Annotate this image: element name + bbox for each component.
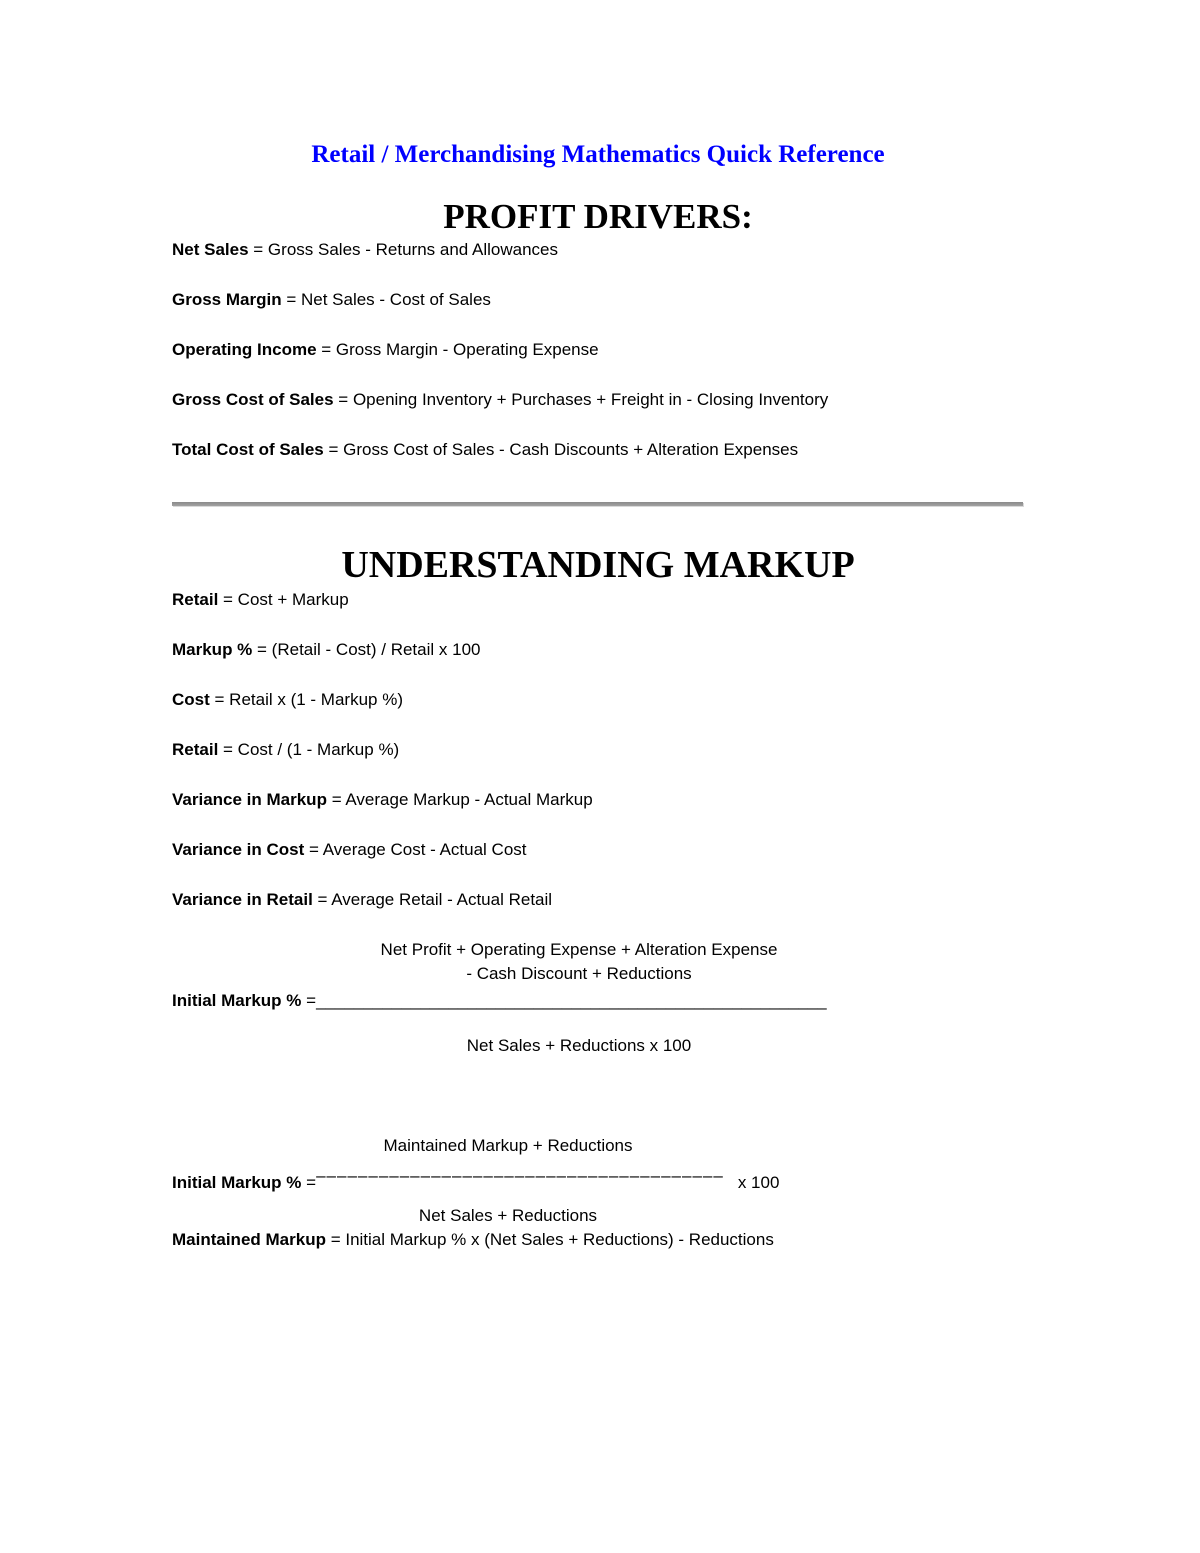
numerator-line-1: Net Profit + Operating Expense + Alteration Expense [380, 940, 778, 959]
term-definition: = (Retail - Cost) / Retail x 100 [257, 640, 481, 659]
term-definition: = Average Cost - Actual Cost [309, 840, 527, 859]
document-title: Retail / Merchandising Mathematics Quick Reference [311, 141, 885, 168]
initial-markup-formula-1 [172, 938, 1024, 1058]
term-label: Total Cost of Sales [172, 440, 324, 459]
formula-denominator: Net Sales + Reductions x 100 [466, 1036, 692, 1055]
definition-maintained-markup [172, 1228, 1024, 1252]
term-definition: = Cost + Markup [223, 590, 349, 609]
formula-label: Initial Markup % [172, 1173, 302, 1192]
definition-retail-2 [172, 738, 1024, 762]
multiplier: x 100 [737, 1173, 780, 1192]
formula-denominator: Net Sales + Reductions [418, 1206, 598, 1225]
formula-label: Initial Markup % [172, 991, 302, 1010]
term-definition: = Initial Markup % x (Net Sales + Reductions) - Reductions [330, 1230, 774, 1249]
definition-gross-margin [172, 288, 1024, 312]
term-label: Variance in Cost [172, 840, 305, 859]
horizontal-divider [172, 502, 1023, 506]
equals-sign: = [306, 991, 317, 1010]
profit-drivers-heading: PROFIT DRIVERS: [443, 197, 753, 236]
definition-operating-income [172, 338, 1024, 362]
term-label: Cost [172, 690, 210, 709]
definition-retail [172, 588, 1024, 612]
term-definition: = Average Retail - Actual Retail [317, 890, 553, 909]
term-label: Operating Income [172, 340, 317, 359]
fraction-bar: ––––––––––––––––––––––––––––––––––––––– [316, 1166, 724, 1185]
definition-variance-in-retail [172, 888, 1024, 912]
term-definition: = Gross Cost of Sales - Cash Discounts + Alteration Expenses [328, 440, 799, 459]
formula-numerator [324, 938, 834, 986]
understanding-markup-heading: UNDERSTANDING MARKUP [341, 544, 855, 586]
term-label: Retail [172, 590, 219, 609]
term-label: Gross Margin [172, 290, 282, 309]
term-label: Retail [172, 740, 219, 759]
term-label: Markup % [172, 640, 253, 659]
definition-variance-in-cost [172, 838, 1024, 862]
definition-markup-pct [172, 638, 1024, 662]
numerator-line-2: - Cash Discount + Reductions [466, 964, 692, 983]
definition-cost [172, 688, 1024, 712]
equals-sign: = [306, 1173, 317, 1192]
term-definition: = Retail x (1 - Markup %) [214, 690, 403, 709]
formula-numerator: Maintained Markup + Reductions [383, 1136, 633, 1155]
formula-label-row [172, 1166, 1024, 1196]
term-label: Maintained Markup [172, 1230, 326, 1249]
formula-label-row [172, 988, 1024, 1014]
definition-gross-cost-of-sales [172, 388, 1024, 412]
term-definition: = Gross Sales - Returns and Allowances [253, 240, 559, 259]
definition-total-cost-of-sales [172, 438, 1024, 462]
term-definition: = Cost / (1 - Markup %) [223, 740, 400, 759]
definition-net-sales [172, 238, 1024, 262]
term-label: Gross Cost of Sales [172, 390, 334, 409]
term-label: Variance in Retail [172, 890, 313, 909]
fraction-bar: ______________________________________________________ [316, 991, 827, 1010]
term-definition: = Opening Inventory + Purchases + Freight in - Closing Inventory [338, 390, 829, 409]
term-definition: = Net Sales - Cost of Sales [286, 290, 491, 309]
term-definition: = Gross Margin - Operating Expense [321, 340, 599, 359]
initial-markup-formula-2 [172, 1134, 1024, 1228]
term-definition: = Average Markup - Actual Markup [331, 790, 593, 809]
term-label: Variance in Markup [172, 790, 327, 809]
definition-variance-in-markup [172, 788, 1024, 812]
term-label: Net Sales [172, 240, 249, 259]
